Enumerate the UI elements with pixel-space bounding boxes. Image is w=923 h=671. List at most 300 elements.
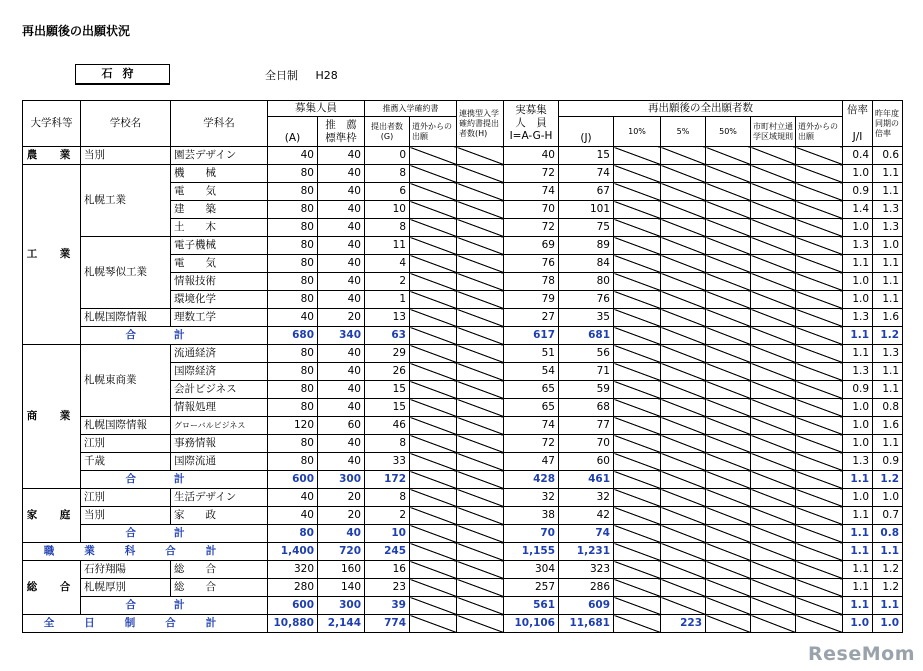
diagonal-cell	[457, 345, 504, 363]
submitted-value: 46	[365, 417, 410, 435]
table-row	[23, 237, 903, 255]
header-renkei: 連携型入学確約書提出者数(H)	[457, 101, 504, 147]
ratio-value: 1.1	[843, 561, 873, 579]
dept-cell: 園芸デザイン	[171, 147, 268, 165]
submitted-value: 15	[365, 399, 410, 417]
diagonal-cell	[751, 417, 796, 435]
diagonal-cell	[614, 597, 661, 615]
actual-value: 304	[504, 561, 559, 579]
prev-ratio-value: 1.1	[873, 543, 903, 561]
diagonal-cell	[410, 291, 457, 309]
diagonal-cell	[457, 147, 504, 165]
actual-value: 79	[504, 291, 559, 309]
recruit-value: 40	[268, 147, 318, 165]
prev-ratio-value: 1.1	[873, 165, 903, 183]
prev-ratio-value: 0.7	[873, 507, 903, 525]
total-value: 101	[559, 201, 614, 219]
diagonal-cell	[751, 273, 796, 291]
diagonal-cell	[751, 183, 796, 201]
diagonal-cell	[410, 507, 457, 525]
prev-ratio-value: 1.3	[873, 219, 903, 237]
diagonal-cell	[614, 219, 661, 237]
dept-cell: 総 合	[171, 561, 268, 579]
total-value: 77	[559, 417, 614, 435]
diagonal-cell	[410, 309, 457, 327]
diagonal-cell	[457, 255, 504, 273]
diagonal-cell	[751, 615, 796, 633]
dept-cell: 理数工学	[171, 309, 268, 327]
dept-cell: 建 築	[171, 201, 268, 219]
subtotal-label: 合計	[81, 597, 268, 615]
diagonal-cell	[614, 237, 661, 255]
suisen-value: 40	[318, 183, 365, 201]
diagonal-cell	[457, 507, 504, 525]
submitted-value: 774	[365, 615, 410, 633]
diagonal-cell	[706, 345, 751, 363]
header-ratio	[843, 101, 873, 147]
ratio-value: 1.0	[843, 399, 873, 417]
diagonal-cell	[706, 399, 751, 417]
diagonal-cell	[457, 309, 504, 327]
diagonal-cell	[796, 525, 843, 543]
ratio-value: 1.0	[843, 417, 873, 435]
total-value: 609	[559, 597, 614, 615]
school-cell: 石狩翔陽	[81, 561, 171, 579]
diagonal-cell	[706, 381, 751, 399]
dept-cell: 流通経済	[171, 345, 268, 363]
actual-value: 10,106	[504, 615, 559, 633]
category-cell: 工 業	[23, 165, 81, 345]
ratio-value: 1.1	[843, 327, 873, 345]
school-cell: 札幌東商業	[81, 345, 171, 417]
actual-value: 617	[504, 327, 559, 345]
diagonal-cell	[410, 381, 457, 399]
submitted-value: 15	[365, 381, 410, 399]
diagonal-cell	[661, 237, 706, 255]
diagonal-cell	[614, 147, 661, 165]
diagonal-cell	[796, 345, 843, 363]
ratio-value: 1.0	[843, 165, 873, 183]
prev-ratio-value: 1.3	[873, 345, 903, 363]
diagonal-cell	[614, 273, 661, 291]
diagonal-cell	[751, 453, 796, 471]
header-outside2: 道外からの出願	[796, 117, 843, 147]
diagonal-cell	[706, 471, 751, 489]
diagonal-cell	[661, 183, 706, 201]
diagonal-cell	[410, 183, 457, 201]
ratio-value: 1.1	[843, 543, 873, 561]
diagonal-cell	[706, 363, 751, 381]
diagonal-cell	[661, 201, 706, 219]
diagonal-cell	[410, 471, 457, 489]
diagonal-cell	[661, 471, 706, 489]
actual-value: 65	[504, 381, 559, 399]
suisen-value: 40	[318, 435, 365, 453]
table-row	[23, 471, 903, 489]
header-suisen-doc: 推薦入学確約書	[365, 101, 457, 117]
total-value: 323	[559, 561, 614, 579]
recruit-value: 40	[268, 309, 318, 327]
school-cell: 札幌工業	[81, 165, 171, 237]
ratio-value: 0.9	[843, 381, 873, 399]
diagonal-cell	[751, 399, 796, 417]
total-value: 15	[559, 147, 614, 165]
actual-value: 65	[504, 399, 559, 417]
table-row	[23, 561, 903, 579]
diagonal-cell	[410, 489, 457, 507]
actual-value: 74	[504, 183, 559, 201]
recruit-value: 680	[268, 327, 318, 345]
diagonal-cell	[706, 273, 751, 291]
table-row	[23, 597, 903, 615]
ratio-value: 1.1	[843, 507, 873, 525]
table-row	[23, 579, 903, 597]
diagonal-cell	[457, 399, 504, 417]
diagonal-cell	[706, 201, 751, 219]
system-type: 全日制	[265, 69, 298, 82]
actual-value: 70	[504, 201, 559, 219]
submitted-value: 2	[365, 273, 410, 291]
suisen-value: 340	[318, 327, 365, 345]
diagonal-cell	[796, 255, 843, 273]
prev-ratio-value: 1.0	[873, 615, 903, 633]
table-row	[23, 435, 903, 453]
submitted-value: 33	[365, 453, 410, 471]
ratio-value: 0.9	[843, 183, 873, 201]
total-value: 11,681	[559, 615, 614, 633]
total-value: 1,231	[559, 543, 614, 561]
table-row	[23, 525, 903, 543]
recruit-value: 80	[268, 165, 318, 183]
diagonal-cell	[661, 345, 706, 363]
suisen-value: 40	[318, 399, 365, 417]
header-actual-l2: 人 員	[515, 117, 547, 129]
diagonal-cell	[410, 237, 457, 255]
category-cell: 商 業	[23, 345, 81, 489]
diagonal-cell	[706, 525, 751, 543]
diagonal-cell	[614, 525, 661, 543]
prev-ratio-value: 1.0	[873, 489, 903, 507]
actual-value: 51	[504, 345, 559, 363]
suisen-value: 60	[318, 417, 365, 435]
application-status-table	[22, 100, 903, 633]
table-row	[23, 489, 903, 507]
total-value: 68	[559, 399, 614, 417]
suisen-value: 40	[318, 165, 365, 183]
recruit-value: 80	[268, 255, 318, 273]
ratio-value: 1.1	[843, 525, 873, 543]
recruit-value: 80	[268, 291, 318, 309]
ratio-value: 1.0	[843, 435, 873, 453]
diagonal-cell	[796, 471, 843, 489]
recruit-value: 1,400	[268, 543, 318, 561]
diagonal-cell	[706, 597, 751, 615]
diagonal-cell	[706, 561, 751, 579]
prev-ratio-value: 1.1	[873, 291, 903, 309]
diagonal-cell	[661, 147, 706, 165]
diagonal-cell	[661, 561, 706, 579]
diagonal-cell	[614, 381, 661, 399]
prev-ratio-value: 0.6	[873, 147, 903, 165]
prev-ratio-value: 1.2	[873, 471, 903, 489]
diagonal-cell	[614, 201, 661, 219]
submitted-value: 16	[365, 561, 410, 579]
diagonal-cell	[796, 615, 843, 633]
table-row	[23, 165, 903, 183]
diagonal-cell	[706, 435, 751, 453]
ratio-value: 1.0	[843, 219, 873, 237]
suisen-value: 40	[318, 291, 365, 309]
total-value: 60	[559, 453, 614, 471]
suisen-value: 40	[318, 363, 365, 381]
diagonal-cell	[457, 615, 504, 633]
diagonal-cell	[706, 255, 751, 273]
recruit-value: 280	[268, 579, 318, 597]
diagonal-cell	[661, 525, 706, 543]
ratio-value: 1.3	[843, 237, 873, 255]
category-cell: 農 業	[23, 147, 81, 165]
table-row	[23, 147, 903, 165]
suisen-value: 40	[318, 201, 365, 219]
actual-value: 74	[504, 417, 559, 435]
header-recruit-a: (A)	[268, 117, 318, 147]
diagonal-cell	[410, 435, 457, 453]
actual-value: 70	[504, 525, 559, 543]
actual-value: 76	[504, 255, 559, 273]
prev-ratio-value: 1.1	[873, 273, 903, 291]
diagonal-cell	[751, 507, 796, 525]
header-dept: 学科名	[171, 101, 268, 147]
diagonal-cell	[796, 561, 843, 579]
prev-ratio-value: 1.3	[873, 201, 903, 219]
header-suisen: 推 薦 標準枠	[318, 117, 365, 147]
header-recruit: 募集人員	[268, 101, 365, 117]
suisen-value: 40	[318, 255, 365, 273]
submitted-value: 1	[365, 291, 410, 309]
actual-value: 47	[504, 453, 559, 471]
dept-cell: グローバルビジネス	[171, 417, 268, 435]
header-school: 学校名	[81, 101, 171, 147]
diagonal-cell	[661, 273, 706, 291]
submitted-value: 6	[365, 183, 410, 201]
school-cell: 札幌厚別	[81, 579, 171, 597]
diagonal-cell	[661, 399, 706, 417]
diagonal-cell	[457, 579, 504, 597]
total-value: 67	[559, 183, 614, 201]
diagonal-cell	[614, 309, 661, 327]
diagonal-cell	[751, 597, 796, 615]
submitted-value: 63	[365, 327, 410, 345]
recruit-value: 120	[268, 417, 318, 435]
diagonal-cell	[457, 471, 504, 489]
submitted-value: 0	[365, 147, 410, 165]
diagonal-cell	[706, 615, 751, 633]
diagonal-cell	[706, 417, 751, 435]
diagonal-cell	[706, 165, 751, 183]
suisen-value: 300	[318, 471, 365, 489]
header-submitted: 提出者数 (G)	[365, 117, 410, 147]
suisen-value: 40	[318, 237, 365, 255]
recruit-value: 320	[268, 561, 318, 579]
recruit-value: 80	[268, 219, 318, 237]
header-ratio-l1: 倍率	[847, 103, 869, 116]
total-value: 84	[559, 255, 614, 273]
dept-cell: 事務情報	[171, 435, 268, 453]
diagonal-cell	[706, 183, 751, 201]
diagonal-cell	[410, 597, 457, 615]
diagonal-cell	[410, 327, 457, 345]
diagonal-cell	[796, 183, 843, 201]
suisen-value: 160	[318, 561, 365, 579]
diagonal-cell	[457, 363, 504, 381]
recruit-value: 80	[268, 381, 318, 399]
ratio-value: 1.0	[843, 291, 873, 309]
school-cell: 札幌琴似工業	[81, 237, 171, 309]
diagonal-cell	[410, 579, 457, 597]
table-row	[23, 345, 903, 363]
diagonal-cell	[751, 165, 796, 183]
diagonal-cell	[614, 507, 661, 525]
actual-value: 72	[504, 219, 559, 237]
diagonal-cell	[706, 309, 751, 327]
recruit-value: 80	[268, 363, 318, 381]
diagonal-cell	[614, 183, 661, 201]
watermark-logo: ReseMom	[808, 643, 915, 665]
dept-cell: 電子機械	[171, 237, 268, 255]
ratio-value: 1.0	[843, 489, 873, 507]
subtotal-label: 合計	[81, 525, 268, 543]
diagonal-cell	[410, 399, 457, 417]
diagonal-cell	[751, 291, 796, 309]
header-actual	[504, 101, 559, 147]
table-row	[23, 309, 903, 327]
diagonal-cell	[706, 543, 751, 561]
diagonal-cell	[457, 219, 504, 237]
actual-value: 72	[504, 165, 559, 183]
diagonal-cell	[661, 597, 706, 615]
diagonal-cell	[614, 345, 661, 363]
diagonal-cell	[614, 561, 661, 579]
total-value: 70	[559, 435, 614, 453]
ratio-value: 1.3	[843, 453, 873, 471]
suisen-value: 20	[318, 309, 365, 327]
diagonal-cell	[751, 471, 796, 489]
diagonal-cell	[706, 291, 751, 309]
diagonal-cell	[796, 489, 843, 507]
diagonal-cell	[614, 543, 661, 561]
diagonal-cell	[614, 363, 661, 381]
actual-value: 72	[504, 435, 559, 453]
diagonal-cell	[796, 165, 843, 183]
total-label: 職業科合計	[23, 543, 268, 561]
actual-value: 561	[504, 597, 559, 615]
suisen-value: 40	[318, 219, 365, 237]
diagonal-cell	[661, 327, 706, 345]
submitted-value: 23	[365, 579, 410, 597]
suisen-value: 20	[318, 489, 365, 507]
suisen-value: 20	[318, 507, 365, 525]
actual-value: 78	[504, 273, 559, 291]
recruit-value: 80	[268, 525, 318, 543]
prev-ratio-value: 1.1	[873, 255, 903, 273]
total-value: 681	[559, 327, 614, 345]
suisen-value: 2,144	[318, 615, 365, 633]
dept-cell: 情報技術	[171, 273, 268, 291]
dept-cell: 国際経済	[171, 363, 268, 381]
diagonal-cell	[410, 615, 457, 633]
diagonal-cell	[410, 363, 457, 381]
diagonal-cell	[457, 489, 504, 507]
diagonal-cell	[457, 165, 504, 183]
prev-ratio-value: 1.1	[873, 183, 903, 201]
diagonal-cell	[661, 579, 706, 597]
actual-value: 257	[504, 579, 559, 597]
diagonal-cell	[614, 165, 661, 183]
total-value: 75	[559, 219, 614, 237]
diagonal-cell	[410, 147, 457, 165]
suisen-value: 140	[318, 579, 365, 597]
actual-value: 38	[504, 507, 559, 525]
prev-ratio-value: 1.1	[873, 435, 903, 453]
diagonal-cell	[661, 435, 706, 453]
header-prev: 昨年度同期の倍率	[873, 101, 903, 147]
submitted-value: 172	[365, 471, 410, 489]
diagonal-cell	[410, 417, 457, 435]
prev-ratio-value: 1.1	[873, 381, 903, 399]
header-p5: 5%	[661, 117, 706, 147]
school-cell: 当別	[81, 147, 171, 165]
submitted-value: 245	[365, 543, 410, 561]
prev-ratio-value: 1.2	[873, 561, 903, 579]
prev-ratio-value: 1.1	[873, 597, 903, 615]
prev-ratio-value: 1.6	[873, 417, 903, 435]
diagonal-cell	[706, 507, 751, 525]
diagonal-cell	[796, 417, 843, 435]
diagonal-cell	[751, 147, 796, 165]
suisen-value: 300	[318, 597, 365, 615]
subtotal-label: 合計	[81, 471, 268, 489]
diagonal-cell	[457, 453, 504, 471]
diagonal-cell	[751, 345, 796, 363]
ratio-value: 1.3	[843, 309, 873, 327]
diagonal-cell	[751, 381, 796, 399]
school-cell: 江別	[81, 435, 171, 453]
subtotal-label: 合計	[81, 327, 268, 345]
diagonal-cell	[751, 543, 796, 561]
school-cell: 札幌国際情報	[81, 309, 171, 327]
diagonal-cell	[706, 147, 751, 165]
diagonal-cell	[661, 381, 706, 399]
header-actual-l1: 実募集	[515, 104, 547, 116]
diagonal-cell	[614, 435, 661, 453]
diagonal-cell	[410, 453, 457, 471]
diagonal-cell	[751, 237, 796, 255]
diagonal-cell	[410, 255, 457, 273]
recruit-value: 80	[268, 183, 318, 201]
submitted-value: 8	[365, 489, 410, 507]
diagonal-cell	[614, 453, 661, 471]
diagonal-cell	[751, 201, 796, 219]
total-value: 42	[559, 507, 614, 525]
diagonal-cell	[410, 561, 457, 579]
diagonal-cell	[661, 309, 706, 327]
diagonal-cell	[614, 489, 661, 507]
diagonal-cell	[706, 489, 751, 507]
submitted-value: 39	[365, 597, 410, 615]
total-value: 35	[559, 309, 614, 327]
total-value: 89	[559, 237, 614, 255]
total-label: 全日制合計	[23, 615, 268, 633]
